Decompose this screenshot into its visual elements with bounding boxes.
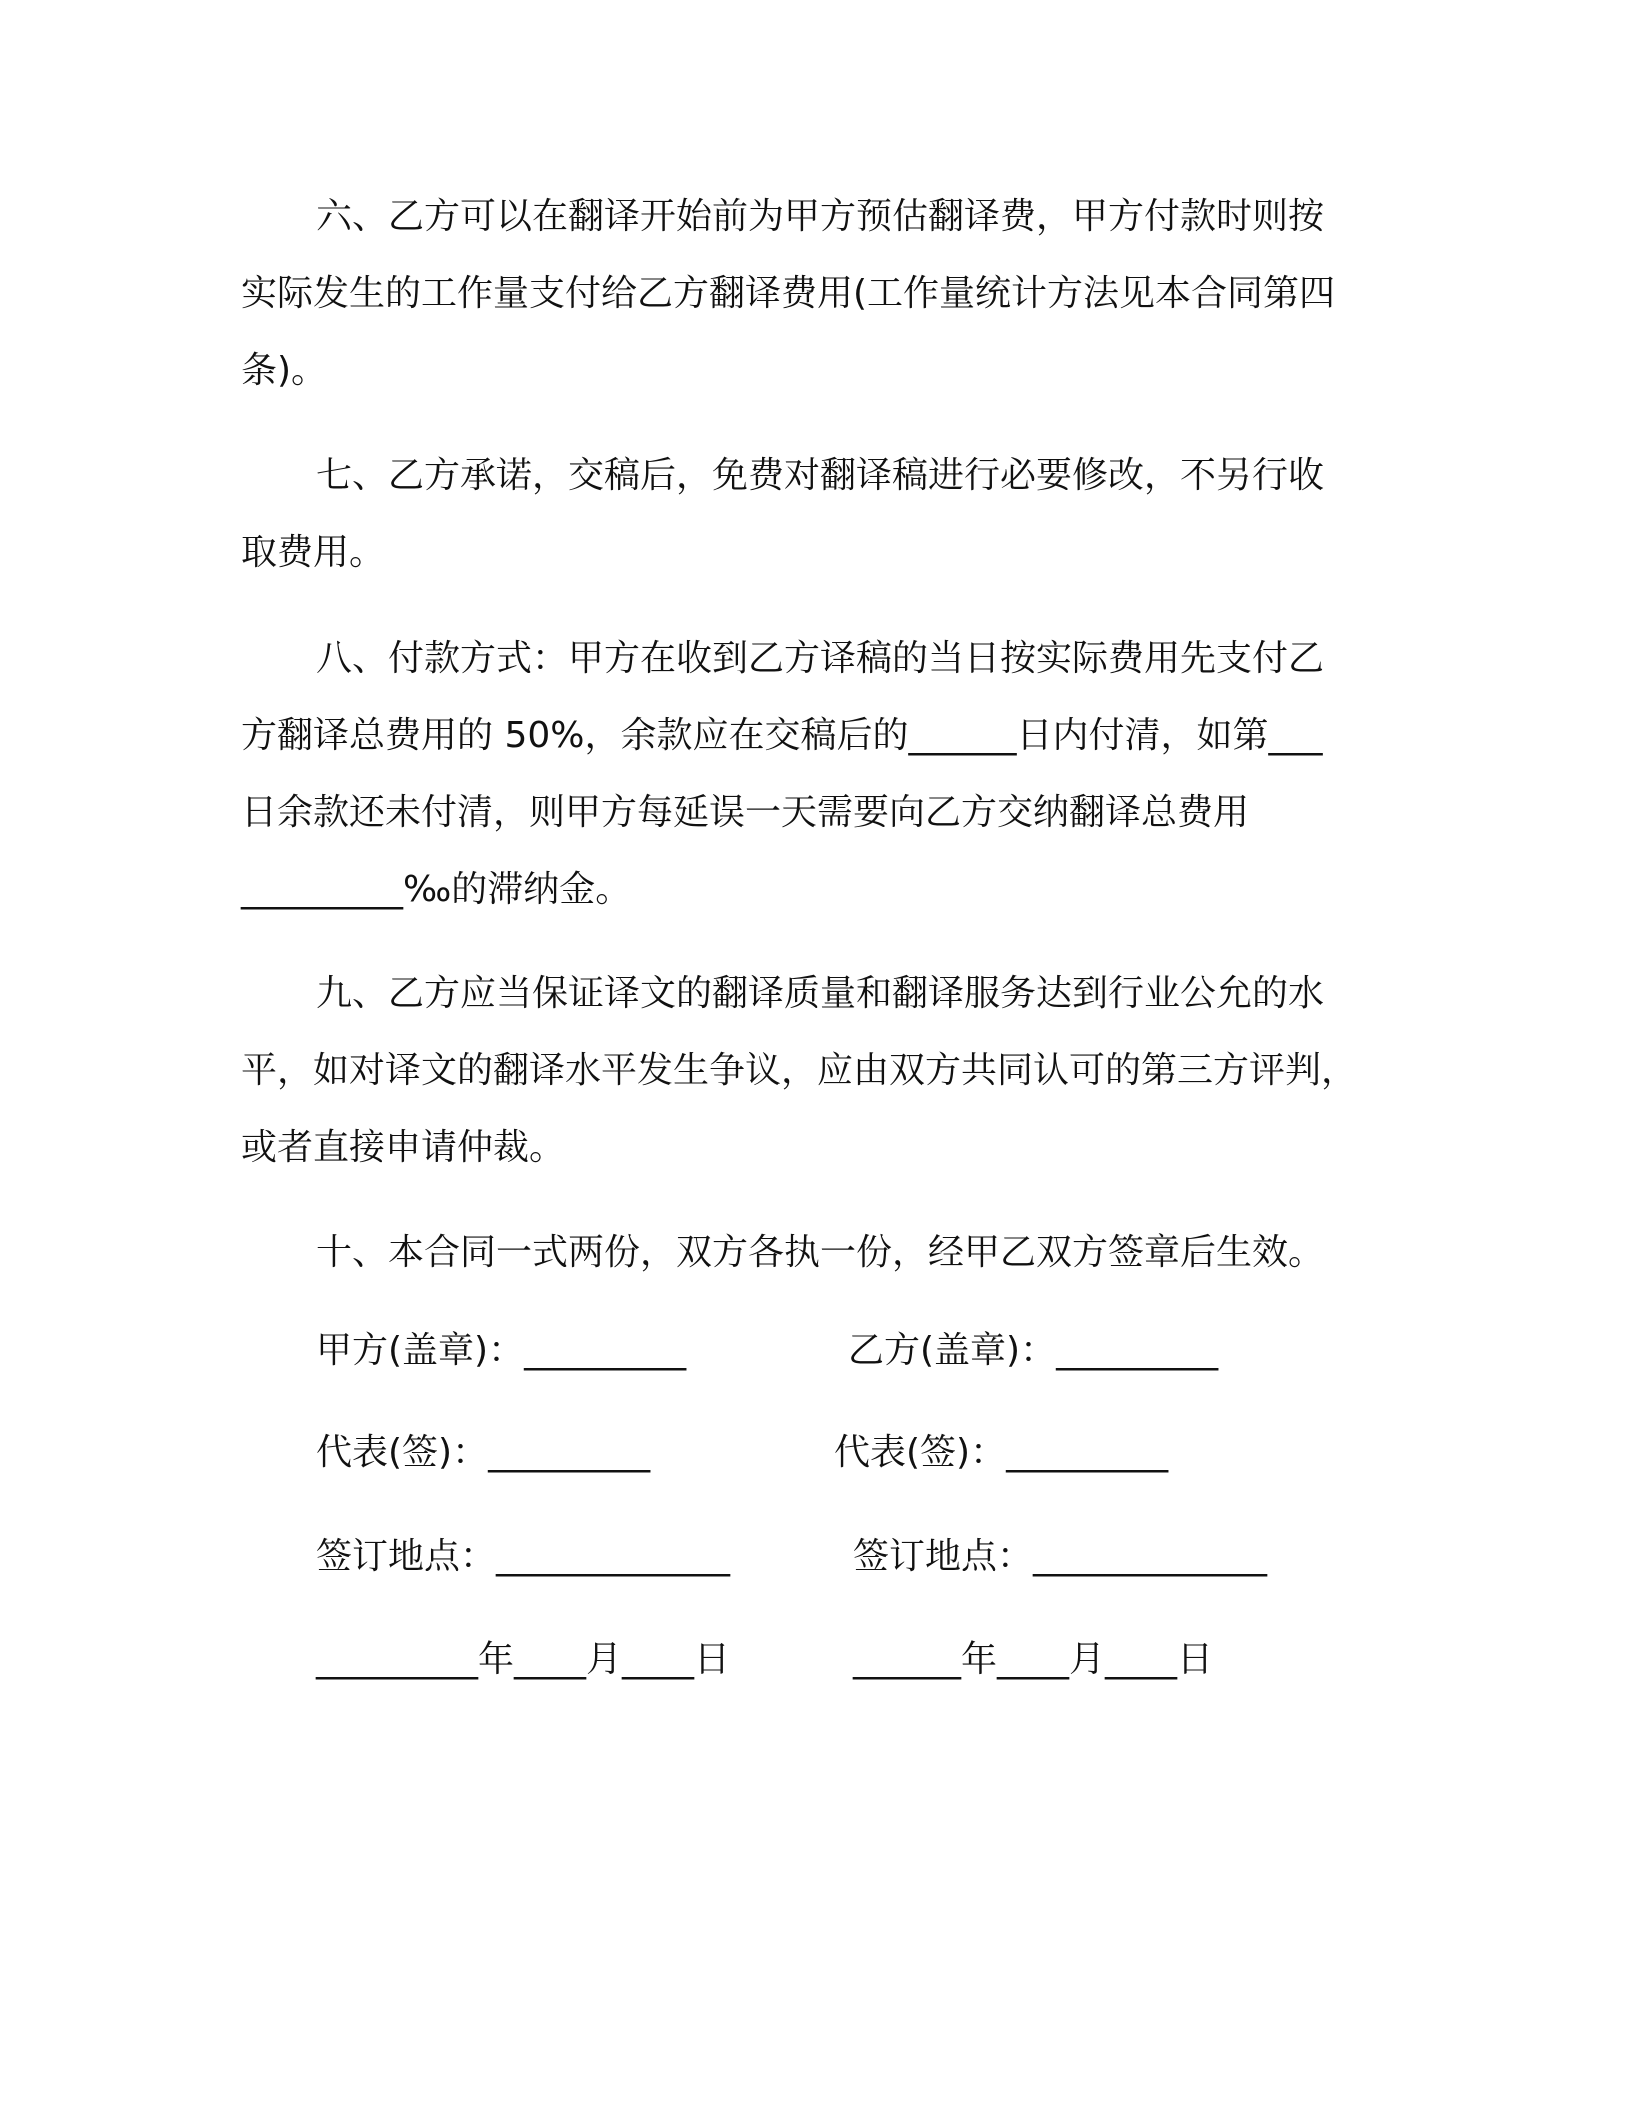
clause-line: 方翻译总费用的 50%，余款应在交稿后的______日内付清，如第___ [241, 715, 1323, 756]
clause-line: 平，如对译文的翻译水平发生争议，应由双方共同认可的第三方评判， [241, 1050, 1358, 1091]
party-b-signing-place: 签订地点：_____________ [853, 1536, 1268, 1577]
party-b-seal: 乙方(盖章)：_________ [848, 1330, 1219, 1371]
party-a-signing-place: 签订地点：_____________ [316, 1536, 731, 1577]
clause-9 [241, 955, 1381, 1186]
clause-line: 日余款还未付清，则甲方每延误一天需要向乙方交纳翻译总费用 [241, 792, 1250, 833]
clause-line: 实际发生的工作量支付给乙方翻译费用(工作量统计方法见本合同第四 [241, 273, 1336, 314]
clause-line: 条)。 [241, 350, 328, 391]
clause-line: 七、乙方承诺，交稿后，免费对翻译稿进行必要修改，不另行收 [316, 455, 1325, 496]
party-a-representative: 代表(签)：_________ [316, 1432, 651, 1473]
clause-6 [241, 178, 1381, 409]
clause-line: 取费用。 [241, 532, 386, 573]
clause-10 [241, 1214, 1381, 1291]
party-a-seal: 甲方(盖章)：_________ [316, 1330, 687, 1371]
clause-line: 九、乙方应当保证译文的翻译质量和翻译服务达到行业公允的水 [316, 973, 1325, 1014]
clause-8 [241, 620, 1381, 928]
party-b-date: ______年____月____日 [853, 1639, 1213, 1680]
party-b-representative: 代表(签)：_________ [834, 1432, 1169, 1473]
clause-line: 或者直接申请仲裁。 [241, 1127, 566, 1168]
clause-line: 六、乙方可以在翻译开始前为甲方预估翻译费，甲方付款时则按 [316, 196, 1325, 237]
clause-7 [241, 437, 1381, 591]
clause-line: 八、付款方式：甲方在收到乙方译稿的当日按实际费用先支付乙 [316, 638, 1325, 679]
clause-line: _________‰的滞纳金。 [241, 869, 632, 910]
party-a-date: _________年____月____日 [316, 1639, 730, 1680]
clause-line: 十、本合同一式两份，双方各执一份，经甲乙双方签章后生效。 [316, 1232, 1325, 1273]
